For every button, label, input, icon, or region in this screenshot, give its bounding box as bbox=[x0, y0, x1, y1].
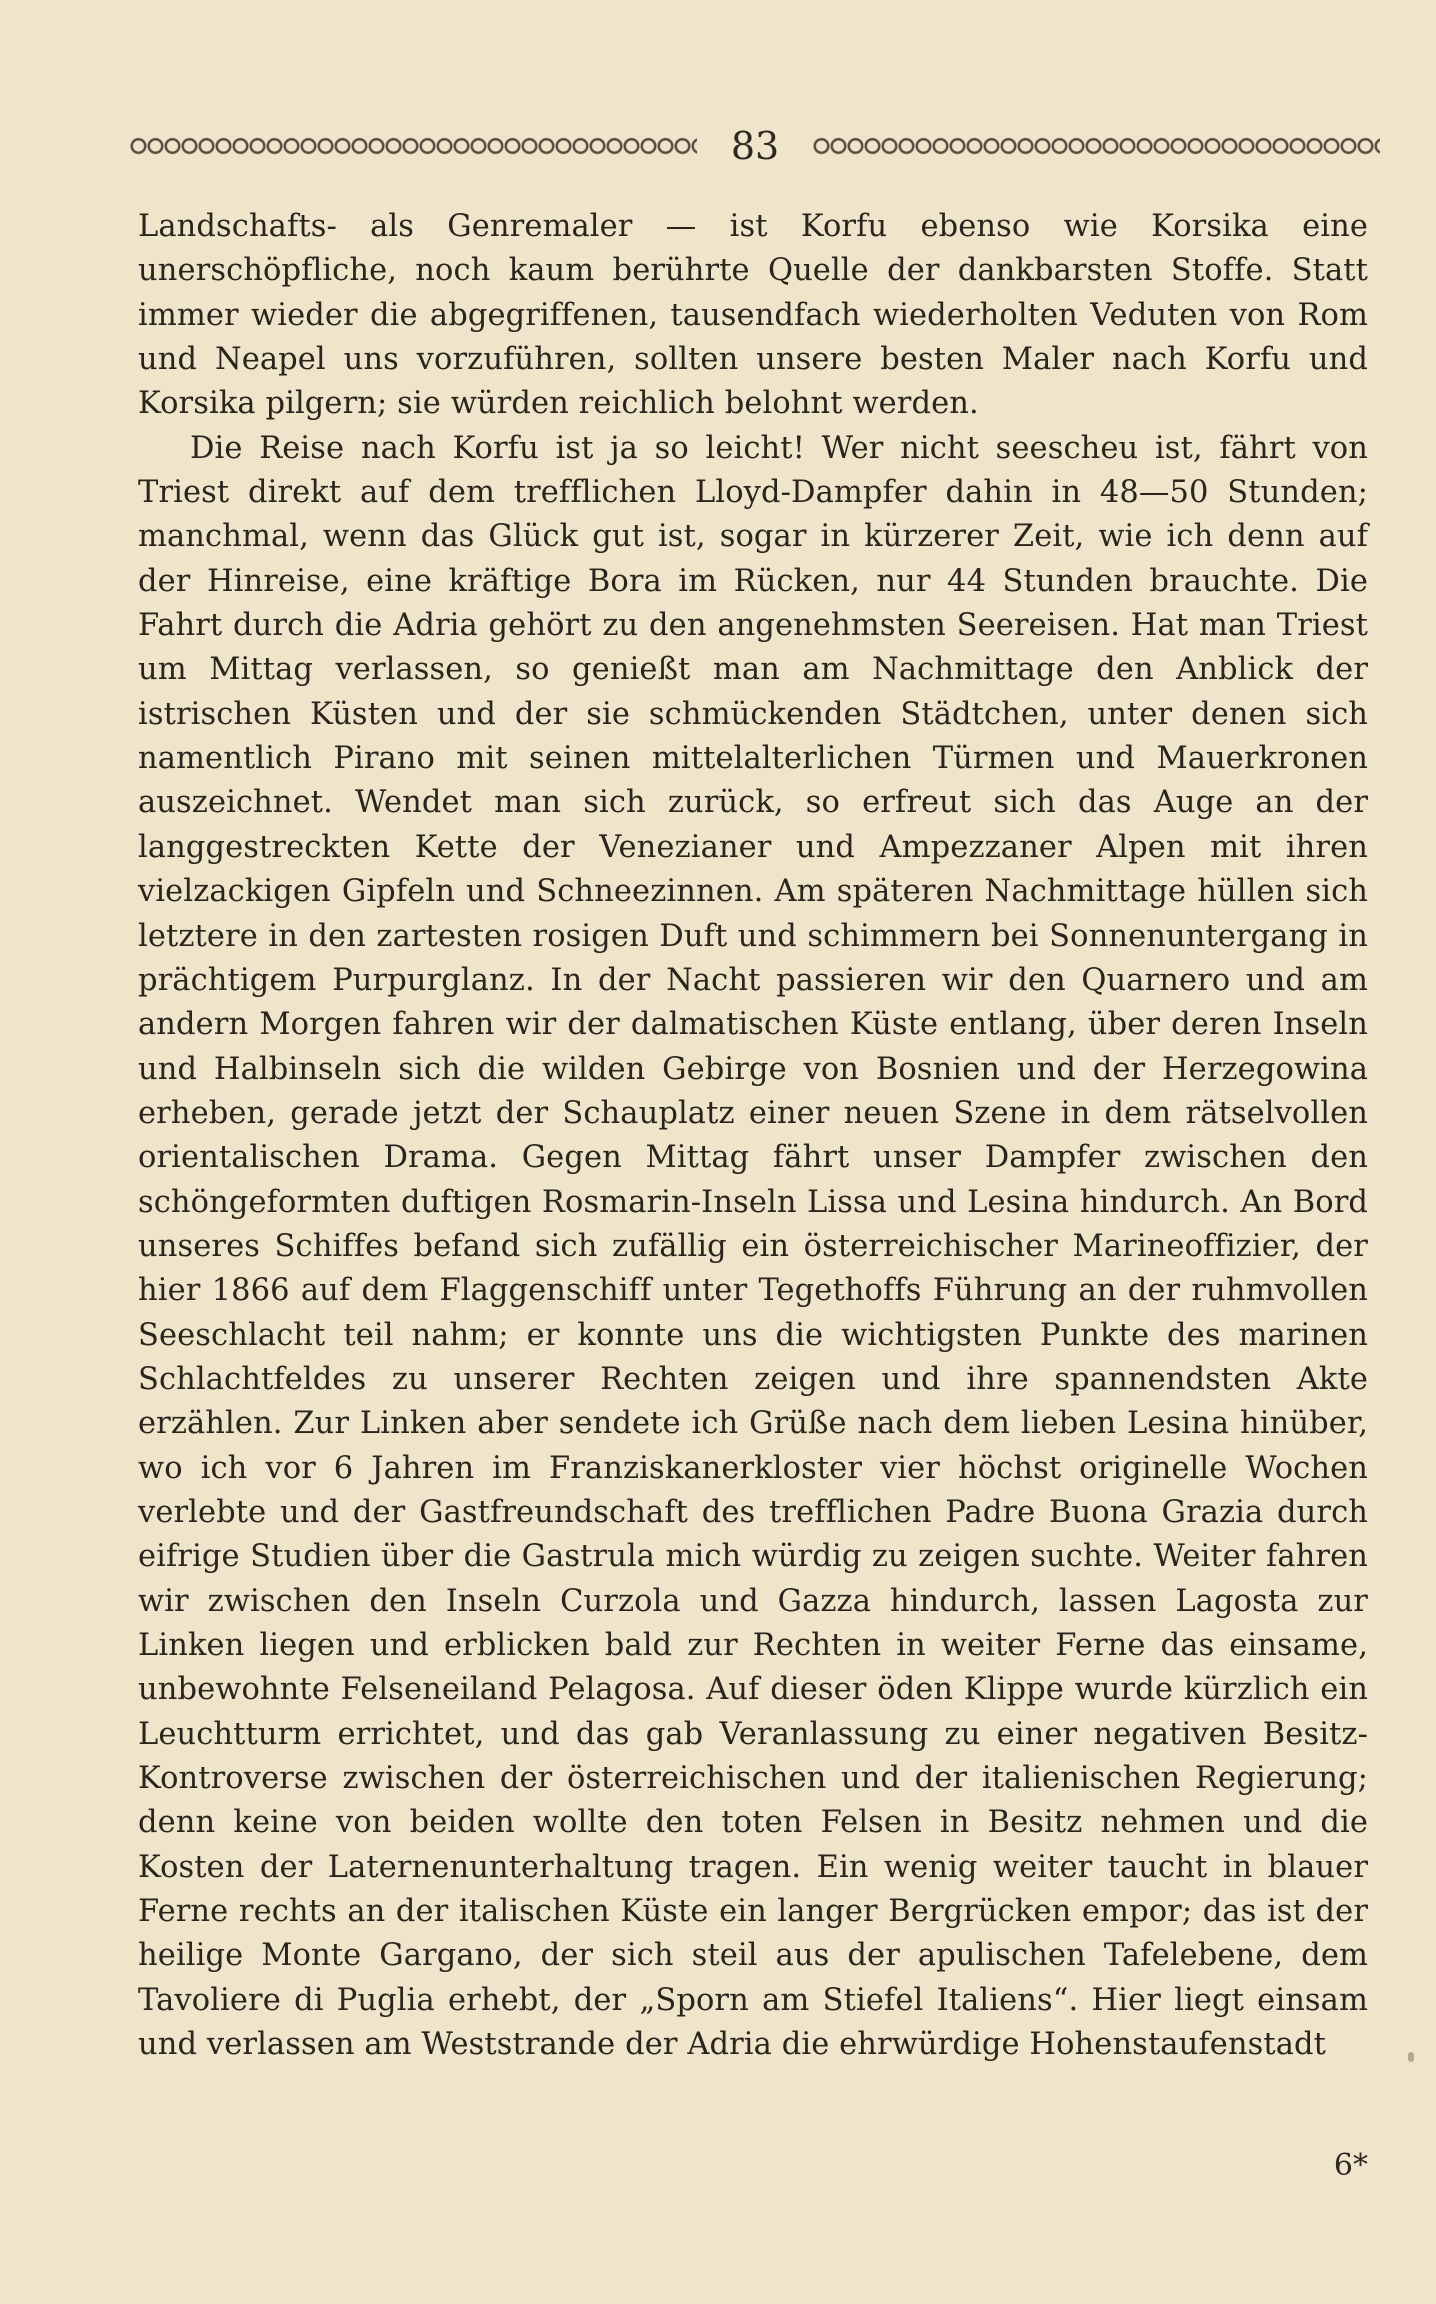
printer-signature-mark: 6* bbox=[1333, 2148, 1368, 2183]
page-body bbox=[138, 205, 1368, 2067]
paragraph: Die Reise nach Korfu ist ja so leicht! Wer nicht seescheu ist, fährt von Triest direkt auf dem trefflichen Lloyd-Dampfer dahin in 48—50 Stunden; manchmal, wenn das Glück gut ist, sogar in kürzerer Zeit, wie ich denn auf der Hinreise, eine kräftige Bora im Rücken, nur 44 Stunden brauchte. Die Fahrt durch die Adria gehört zu den angenehmsten Seereisen. Hat man Triest um Mittag verlassen, so genießt man am Nachmittage den Anblick der istrischen Küsten und der sie schmückenden Städtchen, unter denen sich namentlich Pirano mit seinen mittelalterlichen Türmen und Mauerkronen auszeichnet. Wendet man sich zurück, so erfreut sich das Auge an der langgestreckten Kette der Venezianer und Ampezzaner Alpen mit ihren vielzackigen Gipfeln und Schneezinnen. Am späteren Nachmittage hüllen sich letztere in den zartesten rosigen Duft und schimmern bei Sonnenuntergang in prächtigem Purpurglanz. In der Nacht passieren wir den Quarnero und am andern Morgen fahren wir der dalmatischen Küste entlang, über deren Inseln und Halbinseln sich die wilden Gebirge von Bosnien und der Herzegowina erheben, gerade jetzt der Schauplatz einer neuen Szene in dem rätselvollen orientalischen Drama. Gegen Mittag fährt unser Dampfer zwischen den schöngeformten duftigen Rosmarin-Inseln Lissa und Lesina hindurch. An Bord unseres Schiffes befand sich zufällig ein österreichischer Marineoffizier, der hier 1866 auf dem Flaggenschiff unter Tegethoffs Führung an der ruhmvollen Seeschlacht teil nahm; er konnte uns die wichtigsten Punkte des marinen Schlachtfeldes zu unserer Rechten zeigen und ihre spannendsten Akte erzählen. Zur Linken aber sendete ich Grüße nach dem lieben Lesina hinüber, wo ich vor 6 Jahren im Franziskanerkloster vier höchst originelle Wochen verlebte und der Gastfreundschaft des trefflichen Padre Buona Grazia durch eifrige Studien über die Gastrula mich würdig zu zeigen suchte. Weiter fahren wir zwischen den Inseln Curzola und Gazza hindurch, lassen Lagosta zur Linken liegen und erblicken bald zur Rechten in weiter Ferne das einsame, unbewohnte Felseneiland Pelagosa. Auf dieser öden Klippe wurde kürzlich ein Leuchtturm errichtet, und das gab Veranlassung zu einer negativen Besitz-Kontroverse zwischen der österreichischen und der italienischen Regierung; denn keine von beiden wollte den toten Felsen in Besitz nehmen und die Kosten der Laternenunterhaltung tragen. Ein wenig weiter taucht in blauer Ferne rechts an der italischen Küste ein langer Bergrücken empor; das ist der heilige Monte Gargano, der sich steil aus der apulischen Tafelebene, dem Tavoliere di Puglia erhebt, der „Sporn am Stiefel Italiens“. Hier liegt einsam und verlassen am Weststrande der Adria die ehrwürdige Hohenstaufenstadt bbox=[138, 430, 1368, 2063]
header-ornament-right bbox=[813, 133, 1380, 159]
page-number: 83 bbox=[730, 124, 780, 168]
header-ornament-left bbox=[130, 133, 697, 159]
paragraph: Landschafts- als Genremaler — ist Korfu ebenso wie Korsika eine unerschöpfliche, noch kaum berührte Quelle der dankbarsten Stoffe. Statt immer wieder die abgegriffenen, tausendfach wiederholten Veduten von Rom und Neapel uns vorzuführen, sollten unsere besten Maler nach Korfu und Korsika pilgern; sie würden reichlich belohnt werden. bbox=[138, 209, 1368, 422]
page-header bbox=[130, 118, 1380, 174]
paper-speck bbox=[1408, 2052, 1414, 2062]
